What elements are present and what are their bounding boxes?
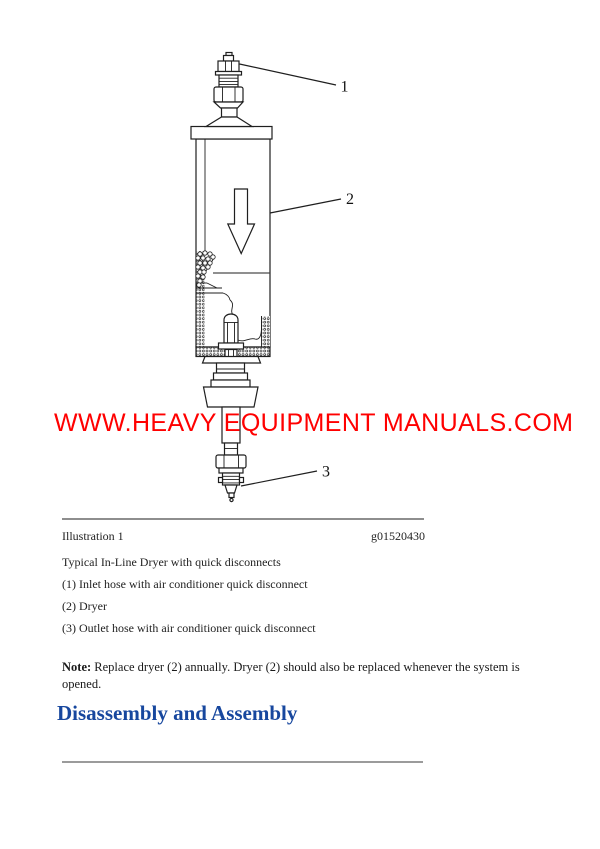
caption-item-1: (1) Inlet hose with air conditioner quick disconnect bbox=[62, 577, 308, 591]
caption-item-3: (3) Outlet hose with air conditioner quick disconnect bbox=[62, 621, 316, 635]
illustration-label: Illustration 1 bbox=[62, 529, 124, 543]
callout-3-leader bbox=[241, 471, 317, 486]
section-heading: Disassembly and Assembly bbox=[57, 701, 298, 725]
note-label: Note: bbox=[62, 660, 92, 674]
inlet-fitting bbox=[206, 53, 252, 127]
separator-bottom bbox=[62, 761, 423, 763]
callout-1-label: 1 bbox=[340, 78, 349, 96]
watermark-text: WWW.HEAVY EQUIPMENT MANUALS.COM bbox=[54, 409, 574, 437]
callout-2-leader bbox=[270, 199, 341, 213]
callout-2-label: 2 bbox=[346, 191, 354, 208]
callout-3-label: 3 bbox=[322, 463, 330, 481]
caption-item-2: (2) Dryer bbox=[62, 599, 107, 613]
illustration-meta-row bbox=[62, 529, 425, 544]
callout-1-leader bbox=[240, 64, 337, 85]
note-text: Replace dryer (2) annually. Dryer (2) should also be replaced whenever the system is opened. bbox=[62, 660, 520, 691]
dryer-illustration bbox=[150, 50, 380, 510]
caption-title: Typical In-Line Dryer with quick disconnects bbox=[62, 555, 281, 569]
separator-top bbox=[62, 518, 424, 520]
note-paragraph bbox=[62, 659, 532, 692]
illustration-code: g01520430 bbox=[371, 529, 425, 543]
